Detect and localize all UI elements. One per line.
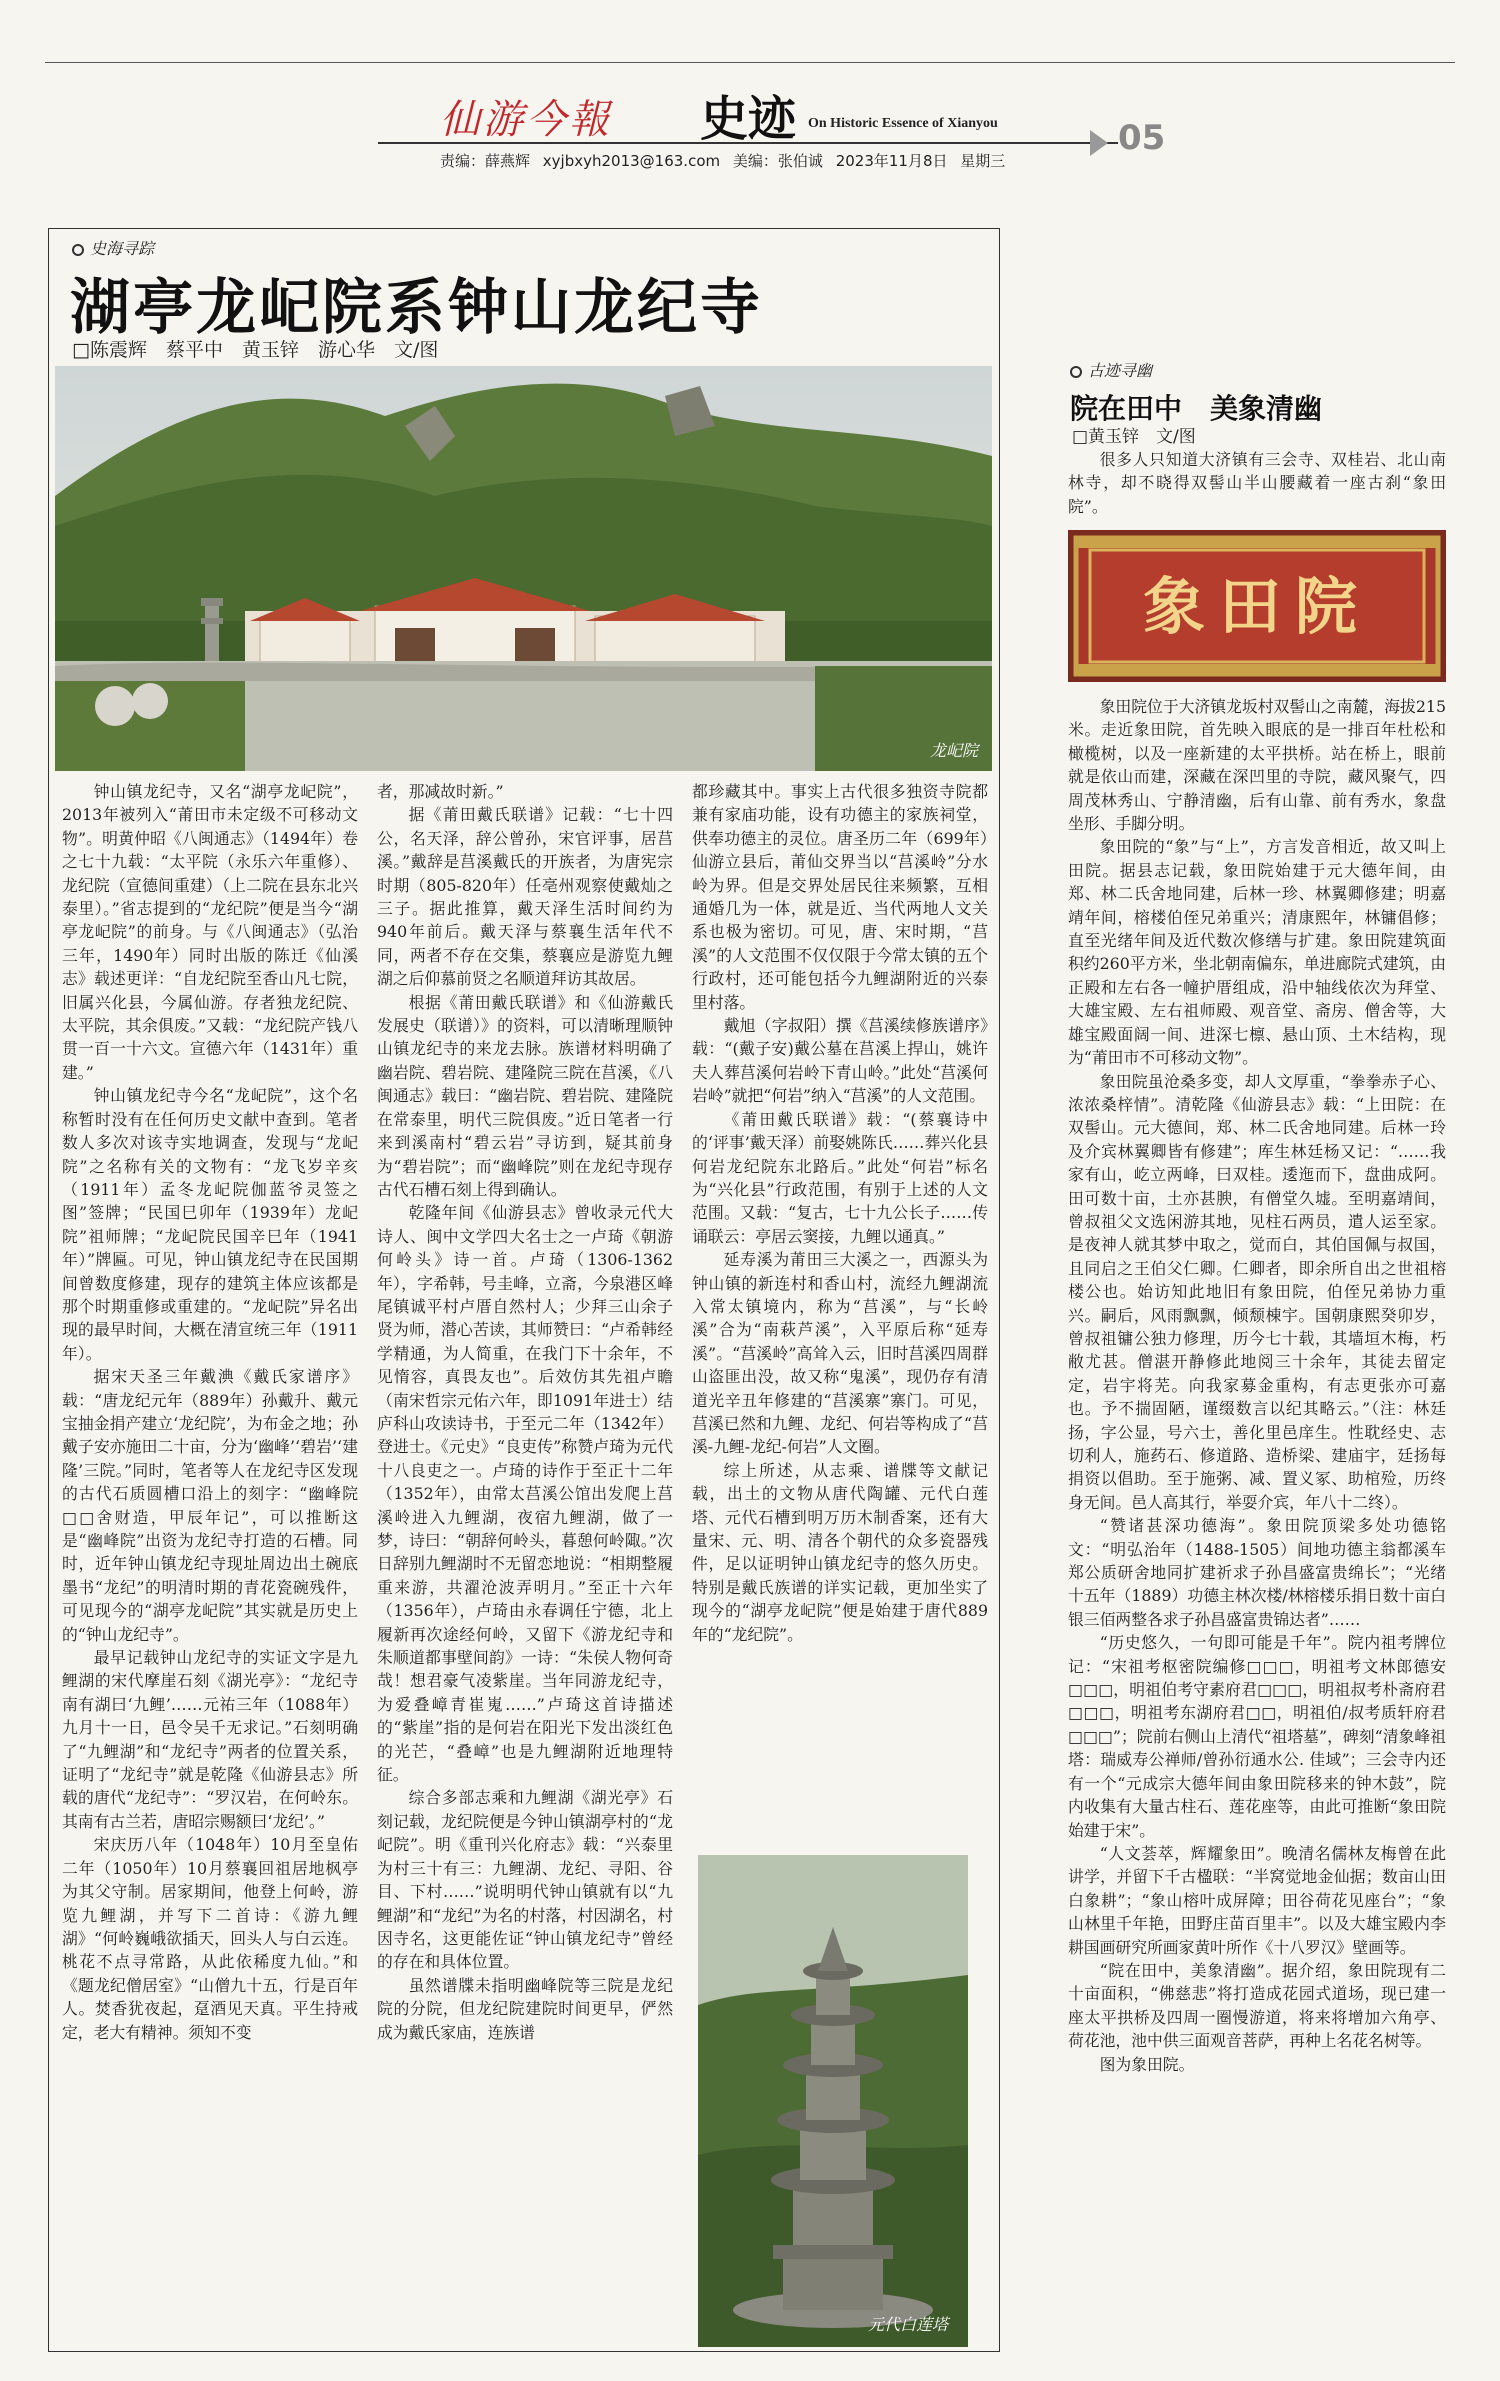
side-intro — [1068, 448, 1446, 518]
section-title: 史迹 — [700, 91, 797, 147]
paragraph: 根据《莆田戴氏联谱》和《仙游戴氏发展史（联谱）》的资料，可以清晰理顺钟山镇龙纪寺的来龙去脉。族谱材料明确了幽岩院、碧岩院、建隆院三院在莒溪，《八闽通志》载曰：“幽岩院、碧岩院、建隆院在常泰里，明代三院俱废。”近日笔者一行来到溪南村“碧云岩”寻访到，疑其前身为“碧岩院”；而“幽峰院”则在龙纪寺现存古代石槽石刻上得到确认。 — [377, 992, 673, 1199]
paragraph: 都珍藏其中。事实上古代很多独资寺院都兼有家庙功能，设有功德主的家族祠堂，供奉功德主的灵位。唐圣历二年（699年）仙游立县后，莆仙交界当以“莒溪岭”分水岭为界。但是交界处居民往来频繁，互相通婚几为一体，就是近、当代两地人文关系也极为密切。可见，唐、宋时期，“莒溪”的人文范围不仅仅限于今常太镇的五个行政村，还可能包括今九鲤湖附近的兴泰里村落。 — [692, 782, 988, 1012]
temple-plaque-photo — [1068, 530, 1446, 682]
paragraph: 者，那减故时新。” — [377, 782, 504, 801]
photo-note: 图为象田院。 — [1099, 2054, 1195, 2074]
paragraph: 虽然谱牒未指明幽峰院等三院是龙纪院的分院，但龙纪院建院时间更早，俨然成为戴氏家庙，连族谱 — [377, 1975, 673, 2042]
photo-caption: 龙屺院 — [929, 741, 978, 760]
side-column — [1068, 695, 1446, 2076]
paragraph: 延寿溪为莆田三大溪之一，西源头为钟山镇的新连村和香山村，流经九鲤湖流入常太镇境内，称为“莒溪”，与“长岭溪”合为“南萩芦溪”，入平原后称“延寿溪”。“莒溪岭”高耸入云，旧时莒溪四周群山盗匪出没，故又称“鬼溪”，现仍存有清道光辛丑年修建的“莒溪寨”寨门。可见，莒溪已然和九鲤、龙纪、何岩等构成了“莒溪-九鲤-龙纪-何岩”人文圈。 — [692, 1250, 988, 1457]
article-column-1 — [62, 780, 358, 2044]
paragraph: 综上所述，从志乘、谱牒等文献记载，出土的文物从唐代陶罐、元代白莲塔、元代石槽到明万历木制香案，还有大量宋、元、明、清各个朝代的众多瓷器残件，足以证明钟山镇龙纪寺的悠久历史。特别是戴氏族谱的详实记载，更加坐实了现今的“湖亭龙屺院”便是始建于唐代889年的“龙纪院”。 — [692, 1460, 988, 1644]
white-lotus-pagoda-image — [698, 1855, 968, 2347]
paragraph: 戴旭（字叔阳）撰《莒溪续修族谱序》载：“(戴子安)戴公墓在莒溪上捍山，姚许夫人葬莒溪何岩岭下青山岭。”此处“莒溪何岩岭”就把“何岩”纳入“莒溪”的人文范围。 — [692, 1016, 988, 1106]
paragraph: 很多人只知道大济镇有三会寺、双桂岩、北山南林寺，却不晓得双髻山半山腰藏着一座古刹“象田院”。 — [1068, 450, 1446, 516]
side-headline: 院在田中 美象清幽 — [1070, 392, 1323, 425]
paragraph: 象田院的“象”与“上”，方言发音相近，故又叫上田院。据县志记载，象田院始建于元大德年间，由郑、林二氏舍地同建，后林一珍、林翼卿修建；明嘉靖年间，榕楼伯侄兄弟重兴；清康熙年，林镛倡修；直至光绪年间及近代数次修缮与扩建。象田院建筑面积约260平方米，坐北朝南偏东，单进廊院式建筑，由正殿和左右各一幢护厝组成，沿中轴线依次为拜堂、大雄宝殿、左右祖师殿、观音堂、斋房、僧舍等，大雄宝殿面阔一间、进深七檩、悬山顶、土木结构，现为“莆田市不可移动文物”。 — [1068, 837, 1446, 1068]
arrow-right-icon — [1090, 130, 1108, 156]
side-kicker: 古迹寻幽 — [1070, 358, 1152, 381]
article-column-3 — [692, 780, 988, 1646]
plaque-text: 象田院 — [1142, 570, 1372, 643]
masthead-brand: 仙游今報 — [440, 97, 612, 143]
paragraph: “人文荟萃，辉耀象田”。晚清名儒林友梅曾在此讲学，并留下千古楹联：“半窝觉地金仙据；数亩山田白象耕”；“象山榕叶成屏障；田谷荷花见座台”；“象山林里千年艳，田野庄苗百里丰”。以及大雄宝殿内李耕国画研究所画家黄叶所作《十八罗汉》壁画等。 — [1068, 1843, 1446, 1957]
paragraph: 钟山镇龙纪寺今名“龙屺院”，这个名称暂时没有在任何历史文献中查到。笔者数人多次对该寺实地调查，发现与“龙屺院”之名称有关的文物有：“龙飞岁辛亥（1911年）孟冬龙屺院伽蓝爷灵签之图”签牌；“民国巳卯年（1939年）龙屺院”祖师牌；“龙屺院民国辛巳年（1941年）”牌匾。可见，钟山镇龙纪寺在民国期间曾数度修建，现存的建筑主体应该都是那个时期重修或重建的。“龙屺院”异名出现的最早时间，大概在清宣统三年（1911年）。 — [62, 1086, 358, 1363]
paragraph: 《莆田戴氏联谱》载：“(蔡襄诗中的‘评事’戴天泽）前娶姚陈氏……葬兴化县何岩龙纪院东北路后。”此处“何岩”标名为“兴化县”行政范围，有别于上述的人文范围。又载：“复古，七十九公长子……传诵联云：亭居云窦接，九鲤以通真。” — [692, 1109, 988, 1246]
temple-photo — [55, 366, 992, 771]
paragraph: 乾隆年间《仙游县志》曾收录元代大诗人、闽中文学四大名士之一卢琦《朝游何岭头》诗一首。卢琦（1306-1362年），字希韩，号圭峰，立斋，今泉港区峰尾镇诚平村卢厝自然村人；少拜三山余子贤为师，潜心苦读，其师赞曰：“卢希韩经学精通，为人简重，在我门下十余年，不见惰容，真畏友也”。后效仿其先祖卢瞻（南宋哲宗元佑六年，即1091年进士）结庐科山攻读诗书，于至元二年（1342年）登进士。《元史》“良吏传”称赞卢琦为元代十八良吏之一。卢琦的诗作于至正十二年（1352年），由常太莒溪公馆出发爬上莒溪岭进入九鲤湖，夜宿九鲤湖，做了一梦，诗曰：“朝辞何岭头，暮憩何岭陬。”次日辞别九鲤湖时不无留恋地说：“相期整履重来游，共濯沧波弄明月。”至正十六年（1356年），卢琦由永春调任宁德，北上履新再次途经何岭，又留下《游龙纪寺和朱顺道都事壁间韵》一诗：“朱侯人物何奇哉！想君豪气凌紫崖。当年同游龙纪寺，为爱叠嶂青崔嵬……”卢琦这首诗描述的“紫崖”指的是何岩在阳光下发出淡红色的光芒，“叠嶂”也是九鲤湖附近地理特征。 — [377, 1203, 673, 1785]
issue-weekday: 星期三 — [960, 152, 1006, 170]
top-rule — [45, 62, 1455, 63]
temple-landscape-image — [55, 366, 992, 771]
paragraph: 据宋天圣三年戴淟《戴氏家谱序》载：“唐龙纪元年（889年）孙戴升、戴元宝抽金捐产建立‘龙纪院’，为布金之地；孙戴子安亦施田二十亩，分为‘幽峰’‘碧岩’‘建隆’三院。”同时，笔者等人在龙纪寺区发现的古代石质圆槽口沿上的刻字：“幽峰院□□舍财造，甲辰年记”，可以推断这是“幽峰院”出资为龙纪寺打造的石槽。同时，近年钟山镇龙纪寺现址周边出土碗底墨书“龙纪”的明清时期的青花瓷碗残件，可见现今的“湖亭龙屺院”其实就是历史上的“钟山龙纪寺”。 — [62, 1367, 358, 1644]
editor-credit: 责编：薛燕辉 — [440, 152, 531, 170]
main-byline: □陈震辉 蔡平中 黄玉锌 游心华 文/图 — [72, 339, 439, 361]
plaque-image — [1068, 530, 1446, 682]
paragraph: 钟山镇龙纪寺，又名“湖亭龙屺院”，2013年被列入“莆田市未定级不可移动文物”。明黄仲昭《八闽通志》（1494年）卷之七十九载：“太平院（永乐六年重修）、龙纪院（宣德间重建）（上二院在县东北兴泰里）。”省志提到的“龙纪院”便是当今“湖亭龙屺院”的前身。与《八闽通志》（弘治三年，1490年）同时出版的陈迁《仙溪志》载述更详：“自龙纪院至香山凡七院，旧属兴化县，今属仙游。存者独龙纪院、太平院，其余俱废。”又载：“龙纪院产钱八贯一百一十六文。宣德六年（1431年）重建。” — [62, 782, 358, 1082]
circle-bullet-icon — [72, 244, 84, 256]
paragraph: 最早记载钟山龙纪寺的实证文字是九鲤湖的宋代摩崖石刻《湖光亭》：“龙纪寺南有湖曰‘九鲤’……元祐三年（1088年）九月十一日，邑令吴千无求记。”石刻明确了“九鲤湖”和“龙纪寺”两者的位置关系，证明了“龙纪寺”就是乾隆《仙游县志》所载的唐代“龙纪寺”：“罗汉岩，在何岭东。其南有古兰若，唐昭宗赐额曰‘龙纪’。” — [62, 1648, 358, 1831]
editor-email[interactable]: xyjbxyh2013@163.com — [542, 152, 721, 170]
paragraph: 据《莆田戴氏联谱》记载：“七十四公，名天泽，辞公曾孙，宋官评事，居莒溪。”戴辞是莒溪戴氏的开族者，为唐宪宗时期（805-820年）任亳州观察使戴灿之三子。据此推算，戴天泽生活时间约为940年前后。戴天泽与蔡襄生活年代不同，两者不存在交集，蔡襄应是游览九鲤湖之后仰慕前贤之名顺道拜访其故居。 — [377, 805, 673, 989]
paragraph: 宋庆历八年（1048年）10月至皇佑二年（1050年）10月蔡襄回祖居地枫亭为其父守制。居家期间，他登上何岭，游览九鲤湖，并写下二首诗：《游九鲤湖》“何岭巍峨欲插天，回头人与白云连。桃花不点寻常路，从此依稀度九仙。”和《题龙纪僧居室》“山僧九十五，行是百年人。焚香犹夜起，趸酒见天真。平生持戒定，老大有精神。须知不变 — [62, 1835, 358, 2042]
paragraph: 象田院位于大济镇龙坂村双髻山之南麓，海拔215米。走近象田院，首先映入眼底的是一排百年杜松和橄榄树，以及一座新建的太平拱桥。站在桥上，眼前就是依山而建，深藏在深凹里的寺院，藏风聚气，四周茂林秀山、宁静清幽，后有山靠、前有秀水，象盘坐形、手脚分明。 — [1068, 697, 1446, 834]
main-headline: 湖亭龙屺院系钟山龙纪寺 — [70, 273, 763, 343]
issue-date: 2023年11月8日 — [835, 152, 948, 170]
designer-credit: 美编：张伯诚 — [732, 152, 823, 170]
side-byline: □黄玉锌 文/图 — [1072, 427, 1196, 447]
paragraph: “历史悠久，一句即可能是千年”。院内祖考牌位记：“宋祖考枢密院编修□□□，明祖考文林郎德安□□□，明祖伯考守素府君□□□，明祖叔考朴斋府君□□□，明祖考东湖府君□□，明祖伯/叔考质轩府君□□□”；院前右侧山上清代“祖塔墓”，碑刻“清象峰祖塔：瑞威寿公禅师/曾孙衍通水公. 佳域”；三会寺内还有一个“元成宗大德年间由象田院移来的钟木鼓”，院内收集有大量古柱石、莲花座等，由此可推断“象田院始建于宋”。 — [1068, 1633, 1446, 1840]
paragraph: “院在田中，美象清幽”。据介绍，象田院现有二十亩面积，“佛慈悲”将打造成花园式道场，现已建一座太平拱桥及四周一圈慢游道，将来将增加六角亭、荷花池，池中供三面观音菩萨，再种上名花名树等。 — [1068, 1960, 1446, 2051]
pagoda-photo — [698, 1855, 968, 2347]
paragraph: 象田院虽沧桑多变，却人文厚重，“拳拳赤子心、浓浓桑梓情”。清乾隆《仙游县志》载：“上田院：在双髻山。元大德间，郑、林二氏舍地同建。后林一玲及介宾林翼卿皆有修建”；库生林廷杨又记：“……我家有山，屹立两峰，曰双桂。逶迤而下，盘曲成阿。田可数十亩，土亦甚腴，有僧堂久墟。至明嘉靖间，曾叔祖父文选闲游其地，见柱石两员，遣人运至家。是夜神人就其梦中取之，觉而白，其伯国佩与叔国，且同启之王伯父仁卿。仁卿者，即余所自出之世祖榕楼公也。始访知此地旧有象田院，伯侄兄弟协力重兴。嗣后，风雨飘飘，倾颓棟宇。国朝康熙癸卯岁，曾叔祖镛公独力修理，历今七十载，其墙垣木梅，朽敝尤甚。僧湛开静修此地阅三十余年，其徒去留定定，岩宇将芜。向我家募金重构，有志更张亦可嘉也。予不揣固陋，谨缀数言以纪其略云。”（注：林廷扬，字公显，号六士，善化里邑庠生。性耽经史、志切利人，施药石、修道路、造桥梁、建庙宇，廷扬每捐资以倡助。至于施粥、减、置义冢、助棺殓，历终身无间。邑人高其行，举耍介宾，年八十二终）。 — [1068, 1071, 1446, 1512]
masthead-meta — [440, 150, 1013, 171]
circle-bullet-icon — [1070, 366, 1082, 378]
page-number: 05 — [1118, 118, 1166, 158]
paragraph: “赞诸甚深功德海”。象田院顶梁多处功德铭文：“明弘治年（1488-1505）间地功德主翁都溪车郑公质研舍地同扩建祈求子孙昌盛富贵绵长”；“光绪十五年（1889）功德主林次楼/林榕楼乐捐日数十亩白银三佰两整各求子孙昌盛富贵锦达者”…… — [1068, 1516, 1446, 1629]
section-subtitle: On Historic Essence of Xianyou — [808, 116, 998, 131]
paragraph: 综合多部志乘和九鲤湖《湖光亭》石刻记载，龙纪院便是今钟山镇湖亭村的“龙屺院”。明《重刊兴化府志》载：“兴泰里为村三十有三：九鲤湖、龙纪、寻阳、谷目、下村……”说明明代钟山镇就有以“九鲤湖”和“龙纪”为名的村落，村因湖名，村因寺名，这更能佐证“钟山镇龙纪寺”曾经的存在和具体位置。 — [377, 1788, 673, 1972]
article-column-2 — [377, 780, 673, 2044]
pagoda-caption: 元代白莲塔 — [868, 2315, 949, 2334]
main-kicker: 史海寻踪 — [72, 236, 154, 259]
masthead-rule — [378, 142, 1118, 144]
